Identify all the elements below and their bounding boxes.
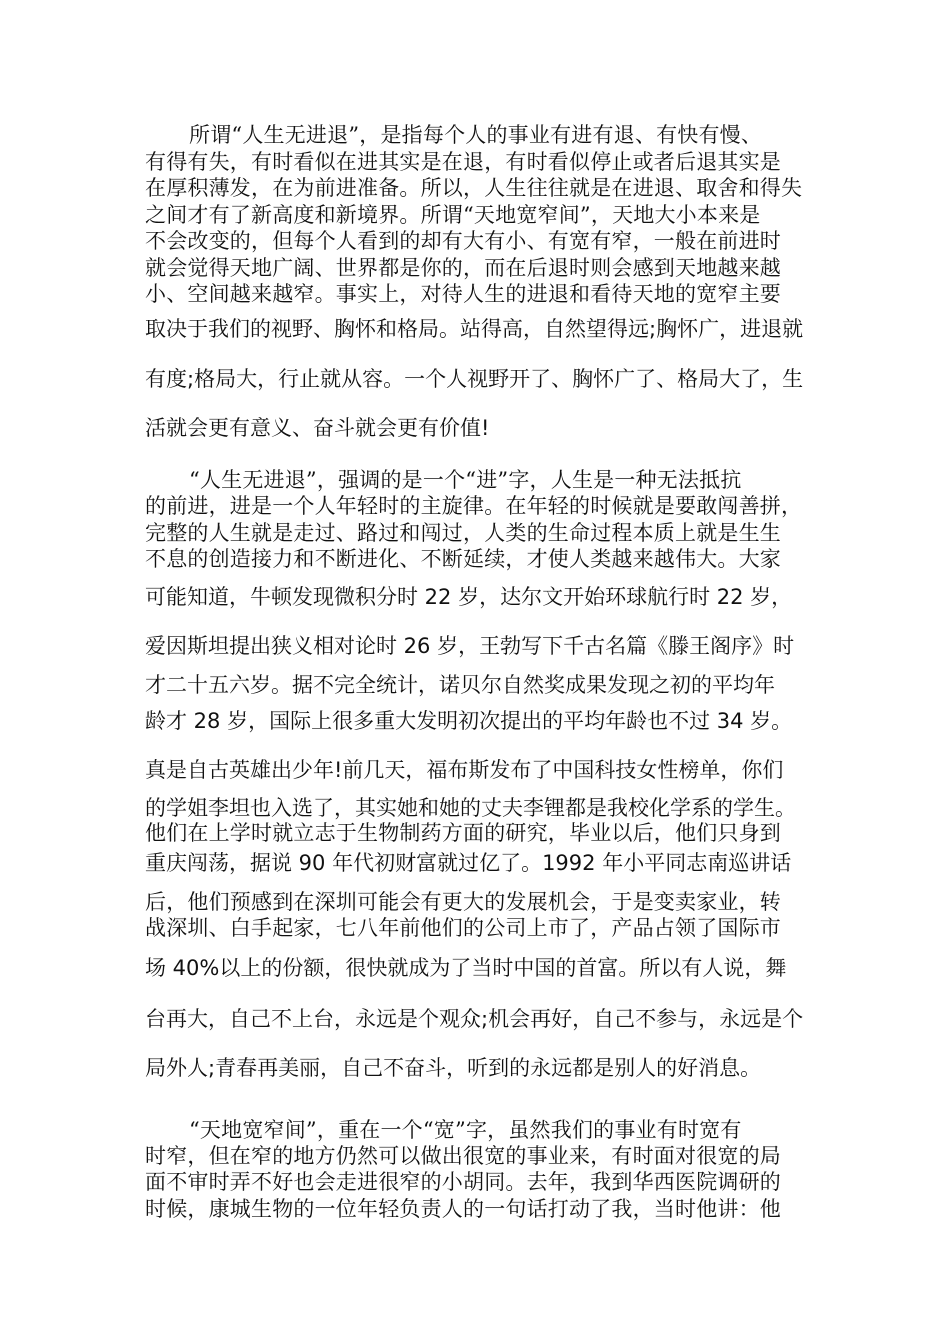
text-line: 不会改变的，但每个人看到的却有大有小、有宽有窄，一般在前进时 (145, 229, 781, 253)
text-line: 时窄，但在窄的地方仍然可以做出很宽的事业来，有时面对很宽的局 (145, 1144, 781, 1168)
text-line: 的学姐李坦也入选了，其实她和她的丈夫李锂都是我校化学系的学生。 (145, 796, 796, 820)
text-line: 活就会更有意义、奋斗就会更有价值! (145, 416, 490, 440)
text-line: 有度;格局大，行止就从容。一个人视野开了、胸怀广了、格局大了，生 (145, 367, 804, 391)
text-line: 有得有失，有时看似在进其实是在退，有时看似停止或者后退其实是 (145, 150, 781, 174)
text-line: 就会觉得天地广阔、世界都是你的，而在后退时则会感到天地越来越 (145, 256, 781, 280)
text-line: 重庆闯荡，据说 90 年代初财富就过亿了。1992 年小平同志南巡讲话 (145, 851, 792, 875)
text-line: 不息的创造接力和不断进化、不断延续，才使人类越来越伟大。大家 (145, 547, 781, 571)
text-line: 时候，康城生物的一位年轻负责人的一句话打动了我，当时他讲：他 (145, 1197, 781, 1221)
text-line: 台再大，自己不上台，永远是个观众;机会再好，自己不参与，永远是个 (145, 1007, 804, 1031)
text-line: 的前进，进是一个人年轻时的主旋律。在年轻的时候就是要敢闯善拼， (145, 494, 803, 518)
text-line: “人生无进退”，强调的是一个“进”字，人生是一种无法抵抗 (189, 468, 742, 492)
text-line: 战深圳、白手起家，七八年前他们的公司上市了，产品占领了国际市 (145, 916, 781, 940)
text-line: 所谓“人生无进退”，是指每个人的事业有进有退、有快有慢、 (189, 123, 763, 147)
text-line: 场 40%以上的份额，很快就成为了当时中国的首富。所以有人说，舞 (145, 956, 787, 980)
text-line: 局外人;青春再美丽，自己不奋斗，听到的永远都是别人的好消息。 (145, 1056, 762, 1080)
text-line: 面不审时弄不好也会走进很窄的小胡同。去年，我到华西医院调研的 (145, 1170, 781, 1194)
text-line: 爱因斯坦提出狭义相对论时 26 岁，王勃写下千古名篇《滕王阁序》时 (145, 634, 795, 658)
text-line: 真是自古英雄出少年!前几天，福布斯发布了中国科技女性榜单，你们 (145, 758, 784, 782)
text-line: 之间才有了新高度和新境界。所谓“天地宽窄间”，天地大小本来是 (145, 203, 761, 227)
text-line: 在厚积薄发，在为前进准备。所以，人生往往就是在进退、取舍和得失 (145, 176, 803, 200)
text-line: 龄才 28 岁，国际上很多重大发明初次提出的平均年龄也不过 34 岁。 (145, 709, 793, 733)
text-line: 取决于我们的视野、胸怀和格局。站得高，自然望得远;胸怀广，进退就 (145, 317, 804, 341)
text-line: 可能知道，牛顿发现微积分时 22 岁，达尔文开始环球航行时 22 岁， (145, 585, 793, 609)
text-line: 他们在上学时就立志于生物制药方面的研究，毕业以后，他们只身到 (145, 821, 781, 845)
text-line: 才二十五六岁。据不完全统计，诺贝尔自然奖成果发现之初的平均年 (145, 673, 775, 697)
text-line: “天地宽窄间”，重在一个“宽”字，虽然我们的事业有时宽有 (189, 1118, 742, 1142)
text-line: 后，他们预感到在深圳可能会有更大的发展机会，于是变卖家业，转 (145, 890, 781, 914)
text-line: 完整的人生就是走过、路过和闯过，人类的生命过程本质上就是生生 (145, 521, 781, 545)
text-line: 小、空间越来越窄。事实上，对待人生的进退和看待天地的宽窄主要 (145, 282, 781, 306)
